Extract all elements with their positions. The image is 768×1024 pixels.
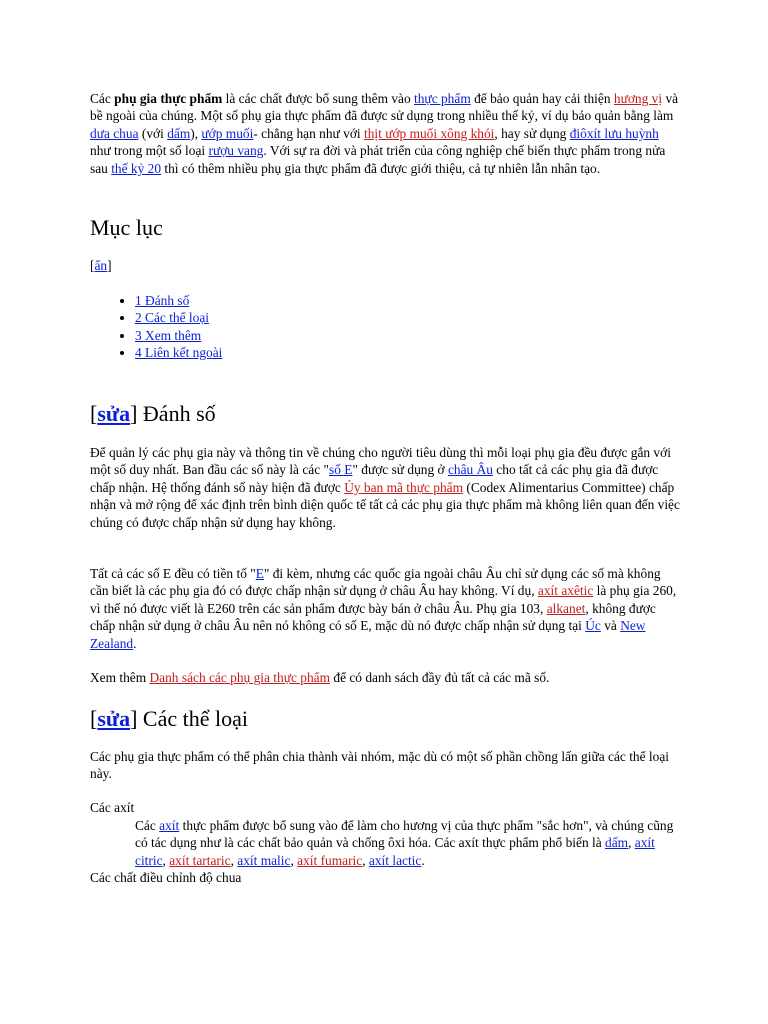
toc-list bbox=[90, 292, 222, 362]
link-chau-au[interactable]: châu Âu bbox=[447, 462, 493, 478]
link-axit-lactic[interactable]: axít lactic bbox=[368, 852, 422, 868]
link-uc[interactable]: Úc bbox=[585, 618, 601, 634]
section-heading-cac-the-loai: [sửa] Các thể loại bbox=[90, 706, 248, 731]
section-heading-danh-so: [sửa] Đánh số bbox=[90, 401, 216, 426]
toc-link-xem-them[interactable]: 3 Xem thêm bbox=[135, 327, 202, 343]
definition-cac-axit: Các axít thực phẩm được bổ sung vào để làm cho hương vị của thực phẩm "sắc hơn", và chúng cũng có tác dụng như là các chất bảo quản và chống ôxi hóa. Các axít thực phẩm phổ biến là dấm, axít citric, axít tartaric, axít malic, axít fumaric, axít lactic. bbox=[135, 818, 674, 868]
cac-the-loai-paragraph: Các phụ gia thực phẩm có thể phân chia thành vài nhóm, mặc dù có một số phần chồng lấn giữa các thể loại này. bbox=[90, 749, 669, 782]
toc-title: Mục lục bbox=[90, 215, 163, 240]
intro-bold-term: phụ gia thực phẩm bbox=[114, 91, 223, 106]
toc-item bbox=[135, 344, 222, 361]
danh-so-paragraph-2: Tất cả các số E đều có tiền tố "E" đi kèm, nhưng các quốc gia ngoài châu Âu chỉ sử dụng các số mà không cần biết là các phụ gia đó có được chấp nhận sử dụng ở châu Âu hay không. Ví dụ, axít axêtic là phụ gia 260, vì thế nó được viết là E260 trên các sản phẩm được bày bán ở châu Âu. Phụ gia 103, alkanet, không được chấp nhận sử dụng ở châu Âu nên nó không có số E, mặc dù nó được chấp nhận sử dụng tại Úc và New Zealand. bbox=[90, 566, 677, 651]
edit-section-cac-the-loai-link[interactable]: sửa bbox=[97, 706, 131, 731]
link-uop-muoi[interactable]: ướp muối bbox=[201, 125, 254, 141]
link-huong-vi[interactable]: hương vị bbox=[613, 91, 663, 106]
link-danh-sach-phu-gia[interactable]: Danh sách các phụ gia thực phẩm bbox=[149, 670, 331, 685]
link-new-zealand[interactable]: New Zealand bbox=[90, 618, 646, 651]
link-thit-uop-muoi-xong-khoi[interactable]: thịt ướp muối xông khói bbox=[363, 125, 495, 141]
link-axit-malic[interactable]: axít malic bbox=[237, 852, 291, 868]
link-axit-tartaric[interactable]: axít tartaric bbox=[169, 852, 231, 868]
toc-link-danh-so[interactable]: 1 Đánh số bbox=[135, 293, 190, 308]
link-axit-citric[interactable]: axít citric bbox=[135, 835, 655, 868]
term-chat-dieu-chinh-do-chua: Các chất điều chỉnh độ chua bbox=[90, 870, 242, 885]
toc-item bbox=[135, 292, 222, 309]
link-dam-2[interactable]: dấm bbox=[605, 835, 629, 851]
danh-so-paragraph-3: Xem thêm Danh sách các phụ gia thực phẩm để có danh sách đầy đủ tất cả các mã số. bbox=[90, 670, 550, 685]
link-dioxit-luu-huynh[interactable]: điôxít lưu huỳnh bbox=[569, 125, 659, 141]
link-uy-ban-ma-thuc-pham[interactable]: Ủy ban mã thực phẩm bbox=[344, 479, 464, 495]
link-alkanet[interactable]: alkanet bbox=[546, 600, 586, 616]
toc-link-lien-ket-ngoai[interactable]: 4 Liên kết ngoài bbox=[135, 345, 223, 361]
link-dua-chua[interactable]: dưa chua bbox=[90, 125, 139, 141]
edit-section-danh-so-link[interactable]: sửa bbox=[97, 401, 131, 426]
link-so-e[interactable]: số E bbox=[329, 462, 353, 478]
link-axit[interactable]: axít bbox=[159, 818, 180, 833]
link-axit-fumaric[interactable]: axít fumaric bbox=[297, 852, 363, 868]
link-e[interactable]: E bbox=[255, 566, 264, 581]
term-cac-axit: Các axít bbox=[90, 800, 135, 815]
danh-so-paragraph-1: Để quản lý các phụ gia này và thông tin về chúng cho người tiêu dùng thì mỗi loại phụ gia đều được gắn với một số duy nhất. Ban đầu các số này là các "số E" được sử dụng ở châu Âu cho tất cả các phụ gia đã được chấp nhận. Hệ thống đánh số này hiện đã được Ủy ban mã thực phẩm (Codex Alimentarius Committee) chấp nhận và mở rộng để xác định trên bình diện quốc tế tất cả các phụ gia thực phẩm mà không liên quan đến việc chúng có được chấp nhận sử dụng hay không. bbox=[90, 445, 680, 530]
toc-link-cac-the-loai[interactable]: 2 Các thể loại bbox=[135, 310, 209, 326]
toc-item bbox=[135, 327, 222, 344]
toc-item bbox=[135, 309, 222, 326]
link-the-ky-20[interactable]: thế kỷ 20 bbox=[111, 160, 162, 176]
toc-hide-link[interactable]: ẩn bbox=[94, 258, 108, 273]
toc-toggle: [ẩn] bbox=[90, 258, 112, 273]
link-dam[interactable]: dấm bbox=[167, 125, 191, 141]
link-ruou-vang[interactable]: rượu vang bbox=[208, 143, 264, 159]
link-axit-axetic[interactable]: axít axêtic bbox=[537, 583, 594, 599]
link-thuc-pham[interactable]: thực phẩm bbox=[414, 91, 471, 106]
intro-paragraph: Các phụ gia thực phẩm là các chất được bổ sung thêm vào thực phẩm để bảo quản hay cải thiện hương vị và bề ngoài của chúng. Một số phụ gia thực phẩm đã được sử dụng trong nhiều thế kỷ, ví dụ bảo quản bằng làm dưa chua (với dấm), ướp muối- chẳng hạn như với thịt ướp muối xông khói, hay sử dụng điôxít lưu huỳnh như trong một số loại rượu vang. Với sự ra đời và phát triển của công nghiệp chế biến thực phẩm trong nửa sau thế kỷ 20 thì có thêm nhiều phụ gia thực phẩm đã được giới thiệu, cả tự nhiên lẫn nhân tạo. bbox=[90, 91, 679, 176]
